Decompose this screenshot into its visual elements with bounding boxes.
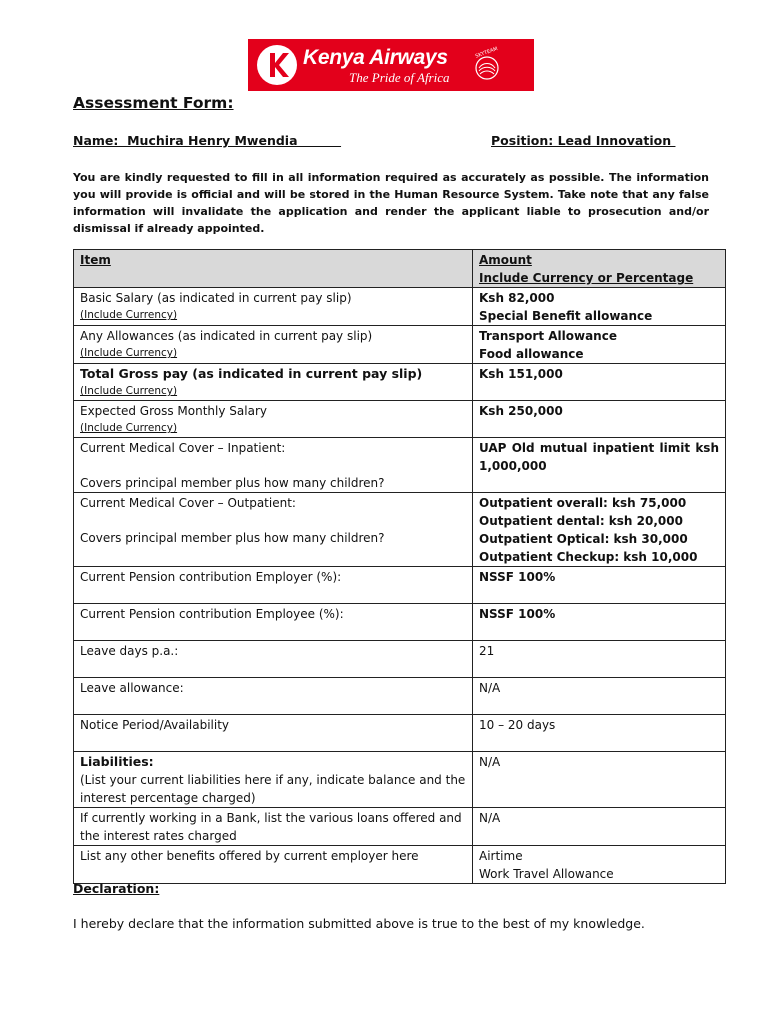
row-value: N/A (479, 755, 501, 769)
row-label-secondary: (List your current liabilities here if any, indicate balance and the interest percentage charged) (80, 773, 466, 805)
row-label: Liabilities: (80, 754, 154, 769)
row-value: 21 (479, 644, 495, 658)
header-amount-label: Amount (479, 253, 532, 267)
row-value: Transport Allowance (479, 329, 617, 343)
row-value: UAP Old mutual inpatient limit ksh 1,000,000 (479, 441, 719, 473)
row-label: Basic Salary (as indicated in current pay slip) (80, 291, 352, 305)
row-value: Outpatient Optical: ksh 30,000 (479, 532, 688, 546)
row-note: (Include Currency) (80, 422, 178, 434)
row-label: Current Medical Cover – Outpatient: (80, 496, 296, 510)
row-value: 10 – 20 days (479, 718, 556, 732)
kenya-airways-k-icon (255, 43, 299, 87)
row-label-secondary: Covers principal member plus how many children? (80, 476, 385, 490)
row-value: NSSF 100% (479, 570, 556, 584)
row-value: Food allowance (479, 347, 584, 361)
brand-tagline: The Pride of Africa (349, 70, 450, 85)
table-row (74, 604, 726, 641)
table-row (74, 364, 726, 401)
table-row (74, 752, 726, 808)
row-value: Work Travel Allowance (479, 867, 614, 881)
row-label: Notice Period/Availability (80, 718, 230, 732)
assessment-table (73, 249, 726, 884)
table-row (74, 401, 726, 438)
row-value: Airtime (479, 849, 523, 863)
kenya-airways-logo (248, 39, 534, 91)
row-label: List any other benefits offered by current employer here (80, 849, 419, 863)
applicant-name: Name: Muchira Henry Mwendia (73, 133, 342, 148)
row-label: Current Medical Cover – Inpatient: (80, 441, 286, 455)
row-label-secondary: Covers principal member plus how many children? (80, 531, 385, 545)
row-value: N/A (479, 811, 501, 825)
table-header-row (74, 250, 726, 288)
declaration-title: Declaration: (73, 881, 160, 896)
instructions-paragraph: You are kindly requested to fill in all information required as accurately as possible. The information you will provide is official and will be stored in the Human Resource System. Take note that any false information will invalidate the application and render the applicant liable to prosecution and/or dismissal if already appointed. (73, 171, 709, 235)
row-label: If currently working in a Bank, list the various loans offered and the interest rates charged (80, 811, 462, 843)
row-label: Current Pension contribution Employee (%): (80, 607, 344, 621)
row-value: Special Benefit allowance (479, 309, 653, 323)
row-value: Outpatient dental: ksh 20,000 (479, 514, 683, 528)
declaration-text: I hereby declare that the information submitted above is true to the best of my knowledge. (73, 916, 645, 931)
row-label: Any Allowances (as indicated in current pay slip) (80, 329, 373, 343)
table-row (74, 678, 726, 715)
row-value: Ksh 250,000 (479, 404, 563, 418)
row-label: Leave allowance: (80, 681, 184, 695)
brand-name: Kenya Airways (303, 46, 448, 69)
table-row (74, 715, 726, 752)
row-value: N/A (479, 681, 501, 695)
row-label: Total Gross pay (as indicated in current pay slip) (80, 366, 423, 381)
table-row (74, 438, 726, 493)
row-value: Outpatient Checkup: ksh 10,000 (479, 550, 698, 564)
header-amount-note: Include Currency or Percentage (479, 271, 694, 285)
row-value: Ksh 82,000 (479, 291, 555, 305)
header-item-label: Item (80, 253, 111, 267)
row-value: Ksh 151,000 (479, 367, 563, 381)
table-row (74, 641, 726, 678)
row-value: Outpatient overall: ksh 75,000 (479, 496, 687, 510)
header-amount (473, 250, 726, 288)
row-note: (Include Currency) (80, 309, 178, 321)
table-row (74, 808, 726, 846)
header-item (74, 250, 473, 288)
table-row (74, 288, 726, 326)
row-label: Expected Gross Monthly Salary (80, 404, 267, 418)
table-row (74, 567, 726, 604)
row-note: (Include Currency) (80, 347, 178, 359)
alliance-name: SKYTEAM (474, 45, 499, 60)
form-title: Assessment Form: (73, 94, 234, 112)
skyteam-icon (466, 45, 506, 85)
table-row (74, 846, 726, 884)
table-row (74, 493, 726, 567)
row-label: Current Pension contribution Employer (%): (80, 570, 342, 584)
table-row (74, 326, 726, 364)
applicant-position: Position: Lead Innovation (491, 133, 676, 148)
row-label: Leave days p.a.: (80, 644, 179, 658)
row-note: (Include Currency) (80, 385, 178, 397)
row-value: NSSF 100% (479, 607, 556, 621)
